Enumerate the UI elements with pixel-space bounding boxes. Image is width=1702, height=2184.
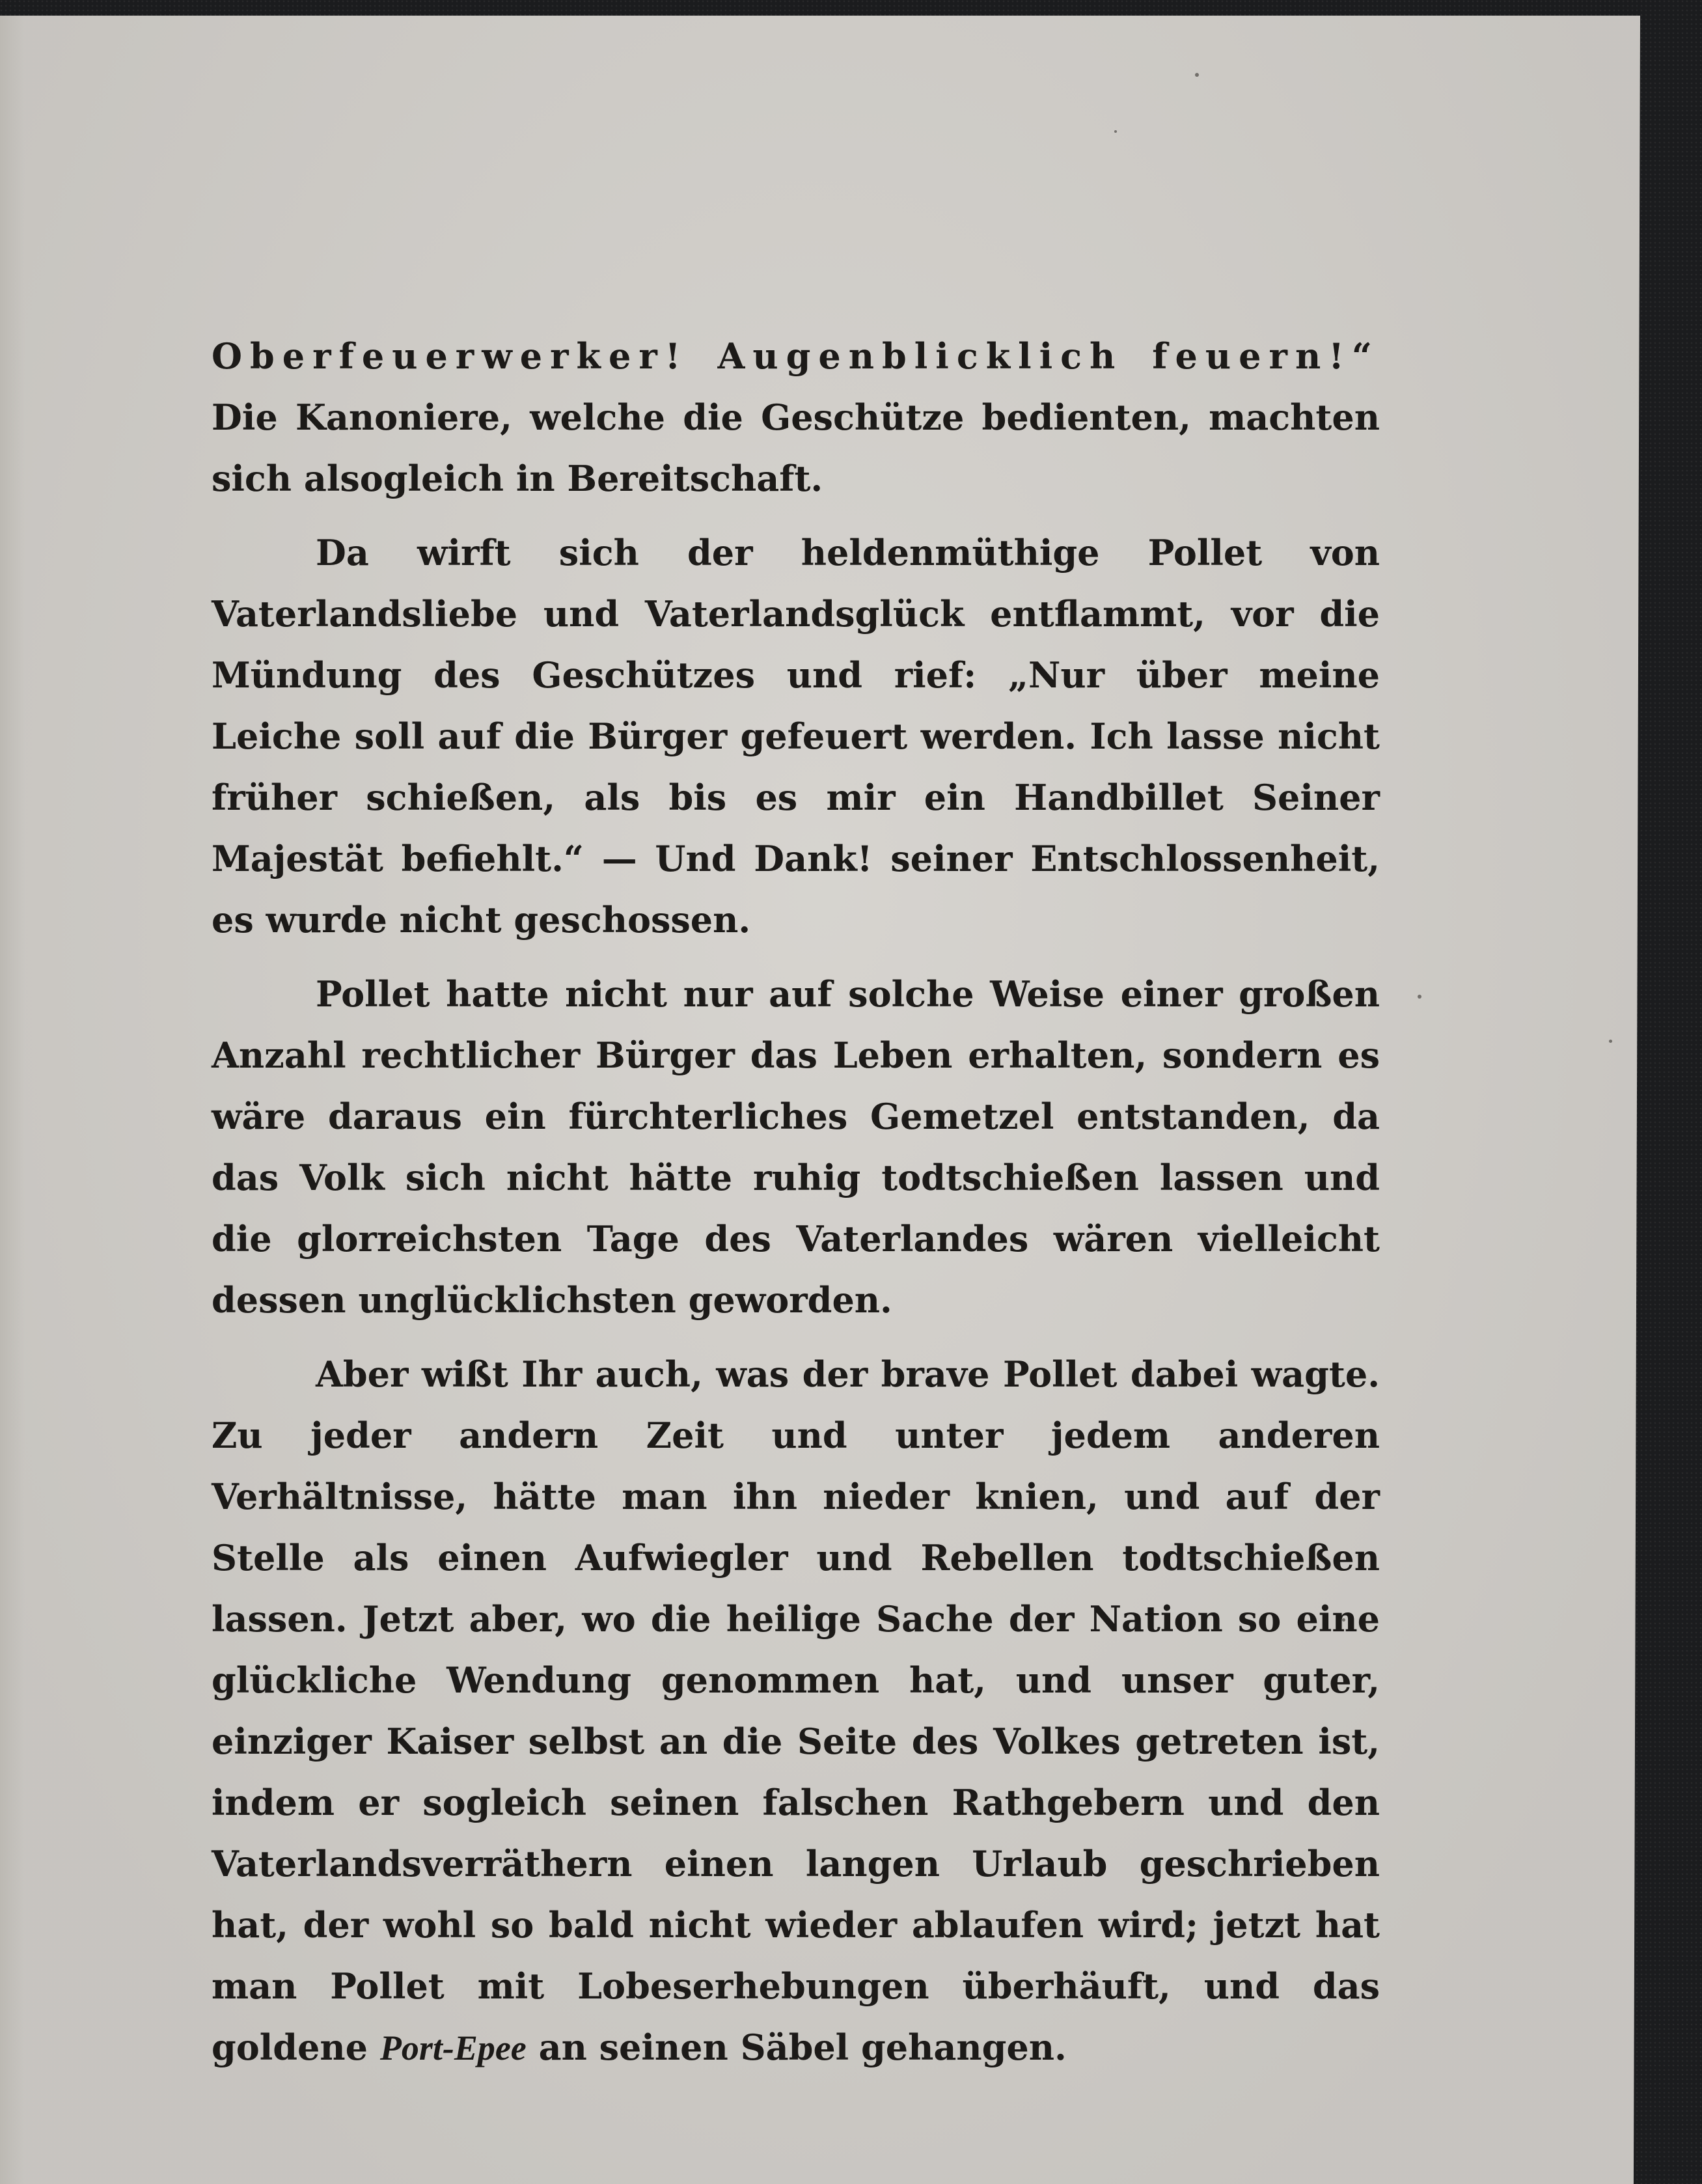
paper-speck: [1195, 73, 1199, 77]
paper-speck: [1418, 995, 1421, 999]
latin-term: Port-Epee: [379, 2028, 527, 2067]
paragraph-4: [212, 1344, 1380, 2079]
page-left-edge: [0, 16, 25, 2184]
text-segment: Da wirft sich der heldenmüthige Pollet von Vaterlandsliebe und Vaterlandsglück entflammt, vor die Mündung des Geschützes und rief: „Nur über meine Leiche soll auf die Bürger gefeuert werden. Ich lasse nicht früher schießen, als bis es mir ein Handbillet Seiner Majestät befiehlt.“ — Und Dank! seiner Entschlossenheit, es wurde nicht geschossen.: [212, 532, 1380, 941]
paragraph-3: [212, 963, 1380, 1331]
paragraph-1: [212, 325, 1380, 509]
body-text: [212, 325, 1380, 2092]
paper-speck: [1609, 1040, 1612, 1043]
text-segment: Pollet hatte nicht nur auf solche Weise einer großen Anzahl rechtlicher Bürger das Leben erhalten, sondern es wäre daraus ein fürchterliches Gemetzel entstanden, da das Volk sich nicht hätte ruhig todtschießen lassen und die glorreichsten Tage des Vaterlandes wären vielleicht dessen unglücklichsten geworden.: [212, 973, 1380, 1321]
spoken-command: Oberfeuerwerker! Augenblicklich feuern!“: [212, 335, 1380, 377]
paragraph-2: [212, 522, 1380, 950]
text-segment: an seinen Säbel gehangen.: [526, 2026, 1067, 2068]
text-segment: Die Kanoniere, welche die Geschütze bedienten, machten sich alsogleich in Bereitschaft.: [212, 396, 1380, 499]
paper-speck: [1114, 130, 1117, 133]
text-segment: Aber wißt Ihr auch, was der brave Pollet dabei wagte. Zu jeder andern Zeit und unter jedem anderen Verhältnisse, hätte man ihn nieder knien, und auf der Stelle als einen Aufwiegler und Rebellen todtschießen lassen. Jetzt aber, wo die heilige Sache der Nation so eine glückliche Wendung genommen hat, und unser guter, einziger Kaiser selbst an die Seite des Volkes getreten ist, indem er sogleich seinen falschen Rathgebern und den Vaterlandsverräthern einen langen Urlaub geschrieben hat, der wohl so bald nicht wieder ablaufen wird; jetzt hat man Pollet mit Lobeserhebungen überhäuft, und das goldene: [212, 1353, 1380, 2068]
